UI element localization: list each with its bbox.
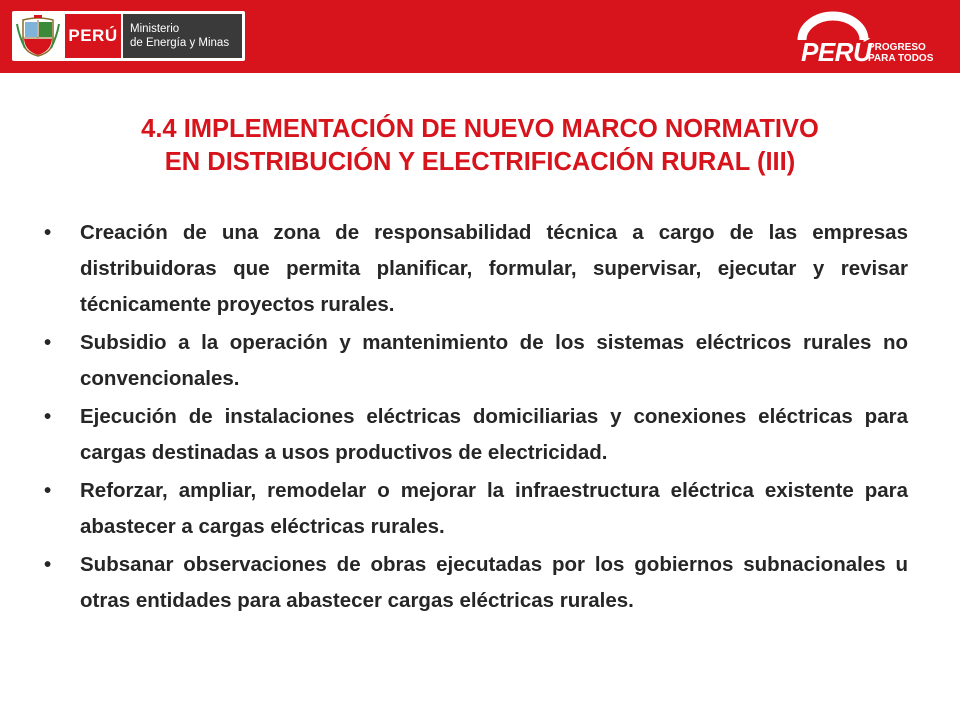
ministry-line-1: Ministerio: [130, 23, 180, 35]
brand-tagline-2: PARA TODOS: [868, 53, 934, 64]
bullet-list: [40, 215, 908, 621]
brand-name: PERÚ: [801, 37, 872, 67]
slide-title-line-2: EN DISTRIBUCIÓN Y ELECTRIFICACIÓN RURAL (III): [164, 148, 796, 176]
bullet-item: • Creación de una zona de responsabilidad técnica a cargo de las empresas distribuidoras que permita planificar, formular, supervisar, ejecutar y revisar técnicamente proyectos rurales.: [40, 215, 908, 323]
slide-title-line-1: 4.4 IMPLEMENTACIÓN DE NUEVO MARCO NORMATIVO: [141, 115, 819, 143]
ministry-line-2: de Energía y Minas: [130, 37, 230, 49]
brand-tagline-1: PROGRESO: [868, 42, 926, 53]
brand-tagline: [868, 42, 933, 64]
header-bar: [0, 0, 960, 73]
bullet-item: • Ejecución de instalaciones eléctricas domiciliarias y conexiones eléctricas para cargas destinadas a usos productivos de electricidad.: [40, 399, 908, 471]
bullet-item: • Reforzar, ampliar, remodelar o mejorar la infraestructura eléctrica existente para abastecer a cargas eléctricas rurales.: [40, 473, 908, 545]
peru-brand-logo[interactable]: [790, 10, 950, 66]
country-label: PERÚ: [65, 14, 121, 58]
coat-of-arms-icon: [15, 14, 61, 58]
bullet-item: • Subsanar observaciones de obras ejecutadas por los gobiernos subnacionales u otras entidades para abastecer cargas eléctricas rurales.: [40, 547, 908, 619]
bullet-item: • Subsidio a la operación y mantenimiento de los sistemas eléctricos rurales no convencionales.: [40, 325, 908, 397]
government-logo[interactable]: [12, 11, 245, 61]
ministry-label: [123, 14, 242, 58]
slide-title: [30, 113, 930, 179]
